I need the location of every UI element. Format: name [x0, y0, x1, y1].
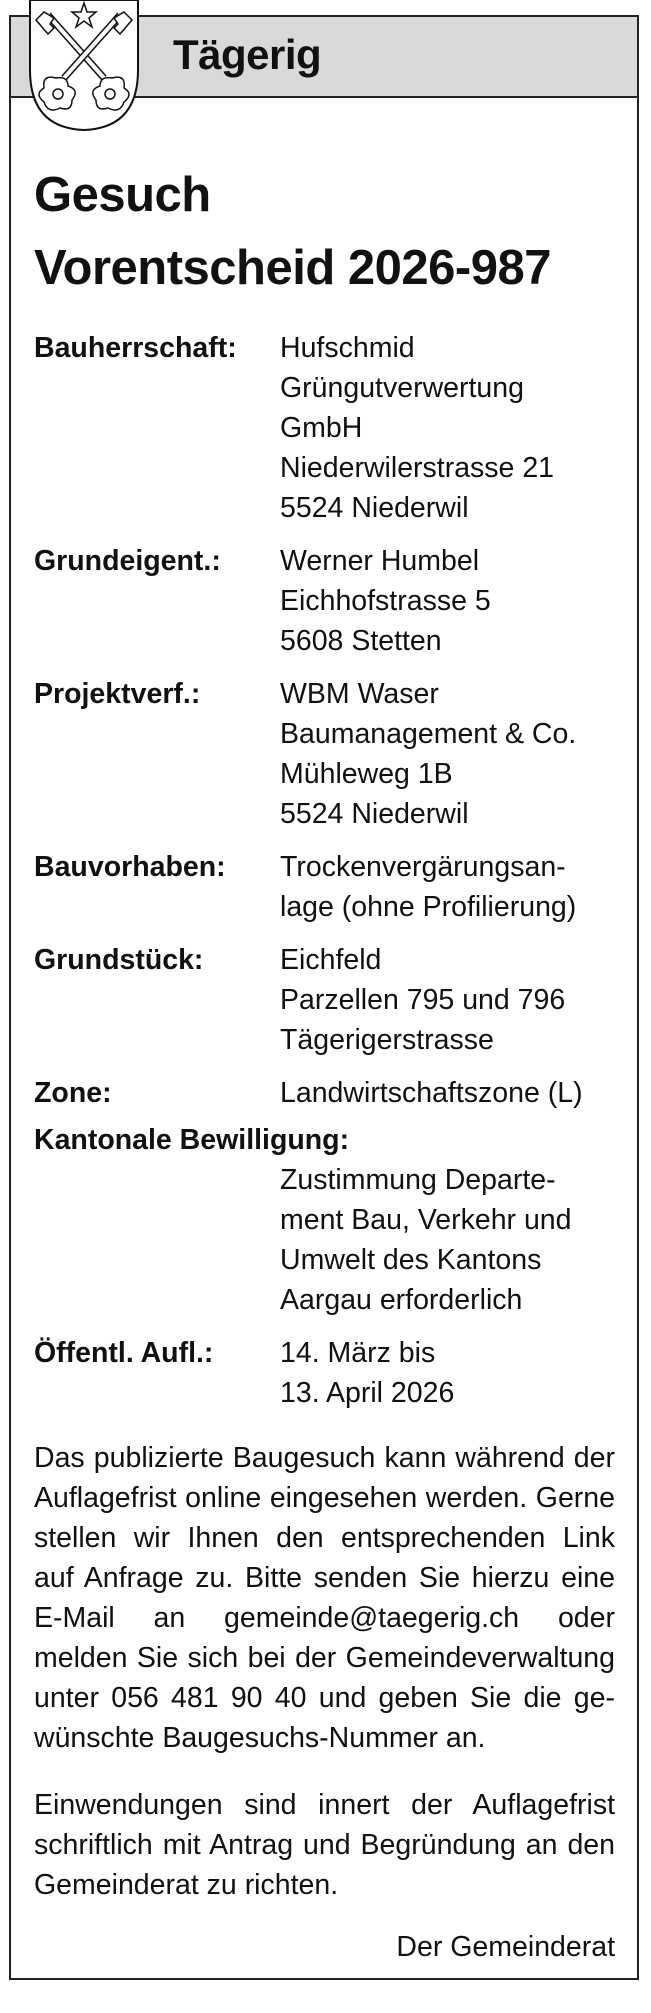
entry-value: Zustimmung Departe- ment Bau, Verkehr und Umwelt des Kantons Aargau erforderlich	[280, 1164, 572, 1316]
entry-oeffentliche-auflage	[34, 1333, 615, 1413]
title-line-1: Gesuch	[34, 168, 211, 222]
entry-label: Öffentl. Aufl.:	[34, 1337, 214, 1369]
entry-value: Trockenvergärungsan- lage (ohne Profilierung)	[280, 851, 577, 923]
municipality-name: Tägerig	[173, 31, 322, 78]
notice-box	[9, 15, 639, 1980]
coat-of-arms-icon	[26, 0, 142, 132]
entry-kantonale-bewilligung	[34, 1120, 615, 1320]
entry-label: Bauherrschaft:	[34, 332, 237, 364]
entry-bauherrschaft	[34, 328, 615, 528]
entry-label: Projektverf.:	[34, 678, 201, 710]
entry-label: Zone:	[34, 1077, 112, 1109]
entry-value: WBM Waser Baumanagement & Co. Mühleweg 1B 5524 Niederwil	[280, 678, 577, 830]
entry-value: 14. März bis 13. April 2026	[280, 1337, 455, 1409]
notice-title	[34, 159, 615, 305]
entry-value: Hufschmid Grüngutverwertung GmbH Niederwilerstrasse 21 5524 Niederwil	[280, 332, 555, 524]
entry-value: Eichfeld Parzellen 795 und 796 Tägerigerstrasse	[280, 944, 566, 1056]
title-line-2: Vorentscheid 2026-987	[34, 241, 551, 295]
entry-value: Werner Humbel Eichhofstrasse 5 5608 Stetten	[280, 545, 491, 657]
entry-label: Kantonale Bewilligung:	[34, 1124, 350, 1156]
entry-label: Bauvorhaben:	[34, 851, 226, 883]
objection-paragraph: Einwendungen sind innert der Auflagefrist schriftlich mit Antrag und Begründung an den Gemeinderat zu richten.	[34, 1789, 615, 1901]
entry-bauvorhaben	[34, 847, 615, 927]
entry-grundeigentuemer	[34, 541, 615, 661]
entry-label: Grundeigent.:	[34, 545, 221, 577]
entry-label: Grundstück:	[34, 944, 204, 976]
signature: Der Gemeinderat	[396, 1931, 615, 1963]
entry-grundstueck	[34, 940, 615, 1060]
entry-value: Landwirtschaftszone (L)	[280, 1077, 583, 1109]
notice-content	[34, 159, 615, 1967]
entry-zone	[34, 1073, 615, 1113]
entry-projektverfasser	[34, 674, 615, 834]
info-paragraph: Das publizierte Baugesuch kann während der Auflagefrist online eingesehen werden. Gerne stellen wir Ihnen den entsprechenden Link auf Anfrage zu. Bitte senden Sie hierzu eine E-Mail an gemeinde@taegerig.ch oder melden Sie sich bei der Gemeindeverwaltung unter 056 481 90 40 und geben Sie die gewünschte Baugesuchs-Nummer an.	[34, 1442, 615, 1754]
